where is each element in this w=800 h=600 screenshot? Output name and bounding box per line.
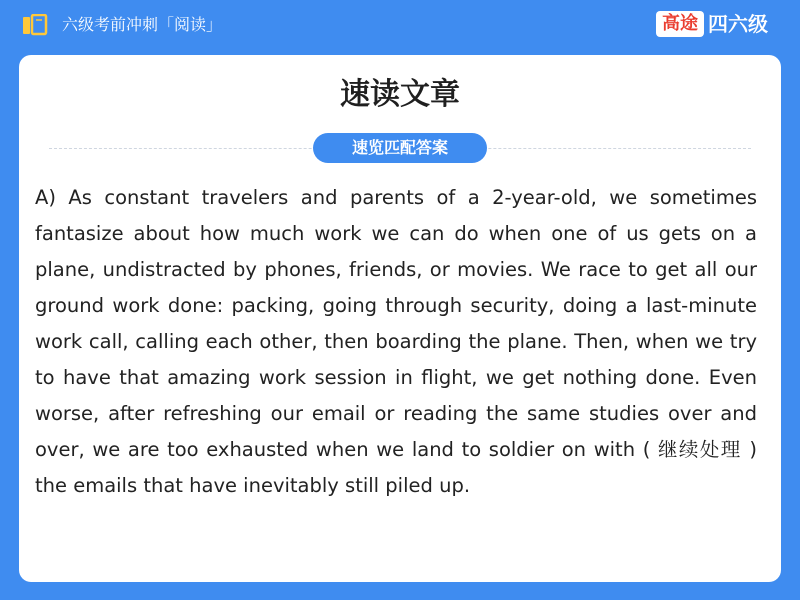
passage-text: A) As constant travelers and parents of a 2-year-old, we sometimes fantasize about how much work we can do when one of us gets on a plane, undistracted by phones, friends, or movies. We race to get all our ground work done: packing, going through security, doing a last-minute work call, calling each other, then boarding the plane. Then, when we try to have that amazing work session in flight, we get nothing done. Even worse, after refreshing our email or reading the same studies over and over, we are too exhausted when we land to soldier on with ( 继续处理 ) the emails that have inevitably still piled up. bbox=[35, 186, 757, 497]
book-icon bbox=[22, 14, 48, 36]
top-bar bbox=[0, 0, 800, 52]
brand-product: 四六级 bbox=[708, 12, 768, 36]
header-title: 六级考前冲刺「阅读」 bbox=[62, 15, 223, 34]
brand-logo-text: 高途 bbox=[656, 11, 704, 37]
page-title: 速读文章 bbox=[340, 77, 460, 112]
brand-logo bbox=[656, 11, 768, 37]
section-badge: 速览匹配答案 bbox=[313, 133, 487, 163]
content-card bbox=[19, 55, 781, 582]
